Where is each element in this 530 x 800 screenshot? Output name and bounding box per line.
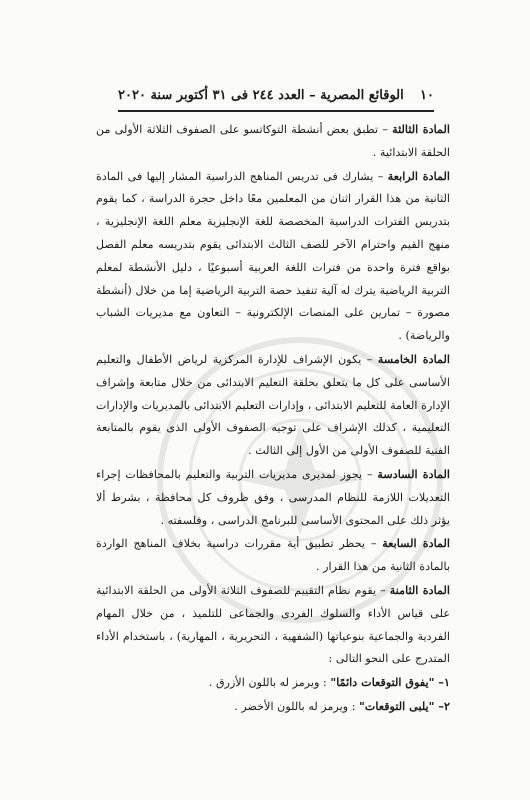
article-text: – يشارك فى تدريس المناهج الدراسية المشار إليها فى المادة الثانية من هذا القرار اثنان من المعلمين معًا داخل حجرة الدراسة ، كما يقوم بتدريس الفترات الدراسية المخصصة للغة الإنجليزية معلم اللغة الإنجليزية ، منهج القيم واحترام الآخر للصف الثالث الابتدائى يقوم بتدريسه معلم الفصل بواقع فترة واحدة من فترات اللغة العربية أسبوعيًا ، دليل الأنشطة لمعلم التربية الرياضية يترك له آلية تنفيذ حصة التربية الرياضية إما من خلال (أنشطة مصورة – تمارين على المنصات الإلكترونية – التعاون مع مديريات الشباب والرياضة) .	[96, 169, 450, 343]
level-term: "يلبى التوقعات"	[359, 698, 435, 713]
header-divider	[118, 110, 434, 112]
article-label: المادة الثالثة	[392, 122, 450, 136]
article-5	[96, 348, 450, 463]
article-label: المادة السادسة	[377, 466, 450, 481]
article-4	[96, 165, 450, 348]
article-text: – تطبق بعض أنشطة التوكاتسو على الصفوف الثلاثة الأولى من الحلقة الابتدائية .	[96, 123, 450, 159]
document-body	[96, 118, 450, 719]
level-item	[96, 695, 450, 719]
article-label: المادة السابعة	[382, 536, 450, 551]
article-6	[96, 463, 450, 532]
gazette-title: الوقائع المصرية – العدد ٢٤٤ فى ٣١ أكتوبر سنة ٢٠٢٠	[118, 88, 404, 103]
level-number: ١–	[434, 675, 450, 690]
article-label: المادة الثامنة	[389, 582, 450, 597]
level-term: "يفوق التوقعات دائمًا"	[330, 675, 435, 690]
article-8	[96, 579, 450, 671]
level-text: : ويرمز له باللون الأخضر .	[234, 699, 360, 713]
article-text: – يجوز لمديرى مديريات التربية والتعليم بالمحافظات إجراء التعديلات اللازمة للنظام المدرسى ، وفق ظروف كل محافظة ، بشرط ألا يؤثر ذلك على المحتوى الأساسى للبرنامج الدراسى ، وفلسفته .	[96, 467, 450, 527]
page-number: ١٠	[420, 88, 434, 103]
level-text: : ويرمز له باللون الأزرق .	[208, 676, 331, 690]
article-text: – يحظر تطبيق أية مقررات دراسية بخلاف المناهج الواردة بالمادة الثانية من هذا القرار .	[96, 537, 450, 574]
article-label: المادة الخامسة	[377, 351, 451, 366]
article-label: المادة الرابعة	[387, 168, 450, 183]
level-number: ٢–	[434, 698, 450, 713]
article-3	[96, 118, 450, 165]
article-7	[96, 532, 450, 579]
article-text: – يقوم نظام التقييم للصفوف الثلاثة الأولى من الحلقة الابتدائية على قياس الأداء والسلوك الفردى والجماعى للتلميذ ، من خلال المهام الفردية والجماعية بنوعياتها (الشفهية ، التحريرية ، المهارية) ، باستخدام الأداء المتدرج على النحو التالى :	[96, 583, 450, 666]
page-header	[118, 88, 434, 103]
level-item	[96, 671, 450, 695]
article-text: – يكون الإشراف للإدارة المركزية لرياض الأطفال والتعليم الأساسى على كل ما يتعلق بحلقة التعليم الابتدائى من خلال متابعة وإشراف الإدارة العامة للتعليم الابتدائى ، وإدارات التعليم الابتدائى بالمديريات والإدارات التعليمية ، كذلك الإشراف على توجيه الصفوف الأولى الذى يقوم بالمتابعة الفنية للصفوف الأولى من الأول إلى الثالث .	[96, 352, 450, 458]
